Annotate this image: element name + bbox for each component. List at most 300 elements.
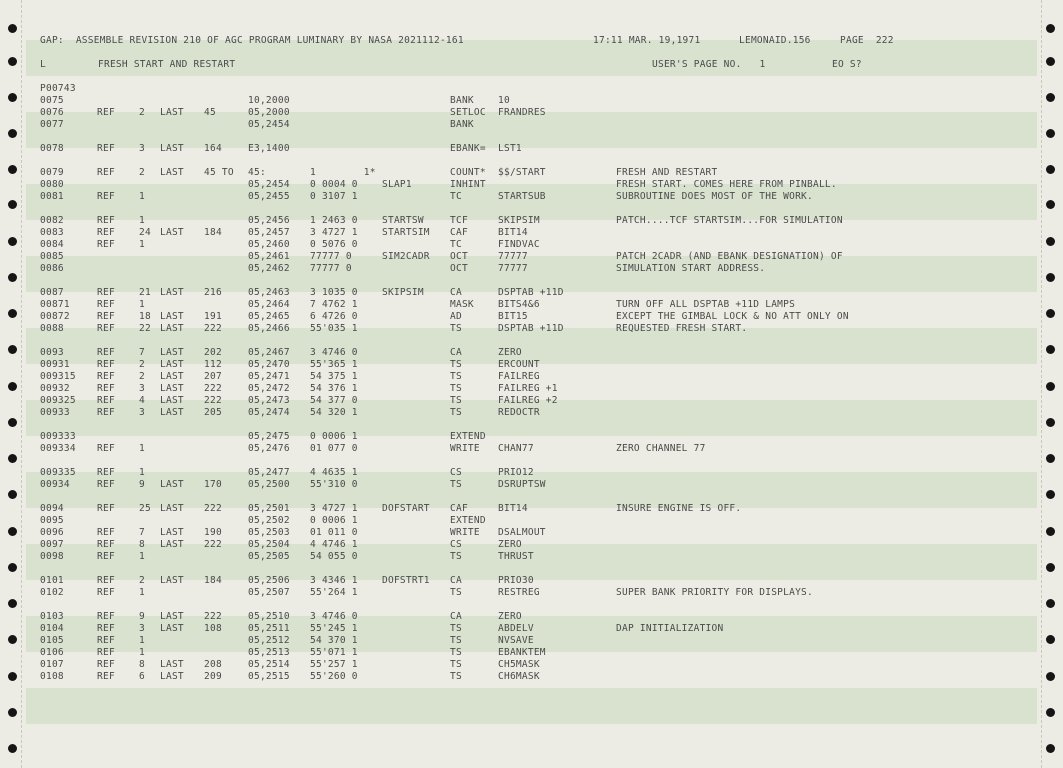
object-word: 6 4726 0 xyxy=(310,311,358,322)
ref-count: 4 xyxy=(139,395,145,406)
tractor-hole xyxy=(8,418,17,427)
user-page-number: USER'S PAGE NO. 1 xyxy=(652,59,766,70)
listing-row xyxy=(26,635,1037,647)
last-label: LAST xyxy=(160,359,184,370)
opcode: TS xyxy=(450,671,462,682)
eo-status: EO S? xyxy=(832,59,862,70)
ref-label: REF xyxy=(97,587,115,598)
last-line: 202 xyxy=(204,347,222,358)
operand: STARTSUB xyxy=(498,191,546,202)
listing-row xyxy=(26,575,1037,587)
operand: CH5MASK xyxy=(498,659,540,670)
object-word: 3 4746 0 xyxy=(310,347,358,358)
object-word: 55'257 1 xyxy=(310,659,358,670)
opcode: MASK xyxy=(450,299,474,310)
line-number: 0086 xyxy=(40,263,64,274)
listing-row xyxy=(26,659,1037,671)
last-line: 222 xyxy=(204,539,222,550)
listing-row xyxy=(26,95,1037,107)
listing-row xyxy=(26,311,1037,323)
line-number: 0085 xyxy=(40,251,64,262)
opcode: CA xyxy=(450,287,462,298)
section-title: FRESH START AND RESTART xyxy=(98,59,236,70)
line-number: 0087 xyxy=(40,287,64,298)
address: 05,2462 xyxy=(248,263,290,274)
operand: BIT14 xyxy=(498,227,528,238)
line-number: 0084 xyxy=(40,239,64,250)
listing-row xyxy=(26,227,1037,239)
address: 05,2504 xyxy=(248,539,290,550)
address: 05,2471 xyxy=(248,371,290,382)
line-number: 0082 xyxy=(40,215,64,226)
address: 10,2000 xyxy=(248,95,290,106)
address: 05,2454 xyxy=(248,119,290,130)
address: 05,2470 xyxy=(248,359,290,370)
tractor-hole xyxy=(1046,382,1055,391)
subheader-line xyxy=(26,59,1037,71)
line-number: 0104 xyxy=(40,623,64,634)
opcode: INHINT xyxy=(450,179,486,190)
line-number: 0076 xyxy=(40,107,64,118)
ref-count: 7 xyxy=(139,347,145,358)
opcode: CAF xyxy=(450,503,468,514)
listing-title: GAP: ASSEMBLE REVISION 210 OF AGC PROGRAM LUMINARY BY NASA 2021112-161 xyxy=(40,35,464,46)
right-perforation-line xyxy=(1041,0,1042,768)
opcode: AD xyxy=(450,311,462,322)
line-number: 009325 xyxy=(40,395,76,406)
operand: PRIO12 xyxy=(498,467,534,478)
ref-count: 1 xyxy=(139,191,145,202)
opcode: SETLOC xyxy=(450,107,486,118)
last-label: LAST xyxy=(160,611,184,622)
listing-row xyxy=(26,287,1037,299)
label-tag: SIM2CADR xyxy=(382,251,430,262)
operand: ZERO xyxy=(498,611,522,622)
label-tag: SLAP1 xyxy=(382,179,412,190)
opcode: TS xyxy=(450,587,462,598)
opcode: TC xyxy=(450,191,462,202)
address: 05,2460 xyxy=(248,239,290,250)
ref-label: REF xyxy=(97,551,115,562)
object-word: 54 375 1 xyxy=(310,371,358,382)
line-number: 00931 xyxy=(40,359,70,370)
tractor-hole xyxy=(8,345,17,354)
listing-row xyxy=(26,515,1037,527)
opcode: EXTEND xyxy=(450,431,486,442)
ref-count: 1 xyxy=(139,299,145,310)
tractor-hole xyxy=(8,672,17,681)
operand: BIT15 xyxy=(498,311,528,322)
opcode: TS xyxy=(450,407,462,418)
page-number: PAGE 222 xyxy=(840,35,894,46)
opcode: TS xyxy=(450,359,462,370)
opcode: TS xyxy=(450,647,462,658)
print-timestamp: 17:11 MAR. 19,1971 xyxy=(593,35,701,46)
line-number: 009335 xyxy=(40,467,76,478)
ref-label: REF xyxy=(97,383,115,394)
opcode: CAF xyxy=(450,227,468,238)
line-number: 0094 xyxy=(40,503,64,514)
operand: BIT14 xyxy=(498,503,528,514)
opcode: TS xyxy=(450,635,462,646)
comment: PATCH....TCF STARTSIM...FOR SIMULATION xyxy=(616,215,843,226)
address: 05,2475 xyxy=(248,431,290,442)
address: 05,2473 xyxy=(248,395,290,406)
last-line: 184 xyxy=(204,575,222,586)
line-number: 009315 xyxy=(40,371,76,382)
listing-row xyxy=(26,539,1037,551)
ref-label: REF xyxy=(97,239,115,250)
tractor-hole xyxy=(1046,345,1055,354)
tractor-hole xyxy=(1046,237,1055,246)
line-number: 0103 xyxy=(40,611,64,622)
ref-label: REF xyxy=(97,479,115,490)
comment: SIMULATION START ADDRESS. xyxy=(616,263,766,274)
line-number: 0095 xyxy=(40,515,64,526)
comment: ZERO CHANNEL 77 xyxy=(616,443,706,454)
ref-count: 9 xyxy=(139,611,145,622)
ref-label: REF xyxy=(97,467,115,478)
opcode: TS xyxy=(450,479,462,490)
ref-count: 18 xyxy=(139,311,151,322)
ref-label: REF xyxy=(97,659,115,670)
object-word: 55'035 1 xyxy=(310,323,358,334)
object-word: 55'245 1 xyxy=(310,623,358,634)
object-word: 54 055 0 xyxy=(310,551,358,562)
operand: REDOCTR xyxy=(498,407,540,418)
address: 05,2502 xyxy=(248,515,290,526)
ref-label: REF xyxy=(97,311,115,322)
operand: FRANDRES xyxy=(498,107,546,118)
ref-count: 24 xyxy=(139,227,151,238)
ref-count: 3 xyxy=(139,623,145,634)
ref-count: 8 xyxy=(139,539,145,550)
line-number: 0108 xyxy=(40,671,64,682)
operand: CH6MASK xyxy=(498,671,540,682)
ref-label: REF xyxy=(97,671,115,682)
line-number: 0081 xyxy=(40,191,64,202)
last-line: 222 xyxy=(204,611,222,622)
tractor-hole xyxy=(1046,129,1055,138)
tractor-hole xyxy=(8,273,17,282)
address: 05,2455 xyxy=(248,191,290,202)
tractor-hole xyxy=(1046,309,1055,318)
listing-sheet xyxy=(26,28,1037,740)
ref-count: 2 xyxy=(139,167,145,178)
last-label: LAST xyxy=(160,227,184,238)
ref-label: REF xyxy=(97,143,115,154)
ref-count: 7 xyxy=(139,527,145,538)
tractor-hole xyxy=(8,563,17,572)
ref-count: 22 xyxy=(139,323,151,334)
tractor-hole xyxy=(8,93,17,102)
listing-row xyxy=(26,395,1037,407)
last-label: LAST xyxy=(160,659,184,670)
last-line: 164 xyxy=(204,143,222,154)
last-line: 112 xyxy=(204,359,222,370)
address: 05,2464 xyxy=(248,299,290,310)
line-number: 0093 xyxy=(40,347,64,358)
listing-row xyxy=(26,251,1037,263)
listing-row xyxy=(26,479,1037,491)
ref-label: REF xyxy=(97,611,115,622)
line-number: 0096 xyxy=(40,527,64,538)
address: E3,1400 xyxy=(248,143,290,154)
tractor-hole xyxy=(8,309,17,318)
listing-row xyxy=(26,371,1037,383)
line-number: 0107 xyxy=(40,659,64,670)
ref-label: REF xyxy=(97,371,115,382)
last-line: 190 xyxy=(204,527,222,538)
last-label: LAST xyxy=(160,527,184,538)
line-number: 00933 xyxy=(40,407,70,418)
object-word: 55'365 1 xyxy=(310,359,358,370)
listing-row xyxy=(26,383,1037,395)
operand: FAILREG +1 xyxy=(498,383,558,394)
ref-count: 2 xyxy=(139,107,145,118)
opcode: TS xyxy=(450,659,462,670)
comment: TURN OFF ALL DSPTAB +11D LAMPS xyxy=(616,299,796,310)
ref-count: 2 xyxy=(139,575,145,586)
line-number: P00743 xyxy=(40,83,76,94)
tractor-hole xyxy=(8,744,17,753)
listing-row xyxy=(26,623,1037,635)
listing-row xyxy=(26,239,1037,251)
operand: ERCOUNT xyxy=(498,359,540,370)
line-number: 0078 xyxy=(40,143,64,154)
tractor-hole xyxy=(8,237,17,246)
job-name: LEMONAID.156 xyxy=(739,35,811,46)
address: 05,2511 xyxy=(248,623,290,634)
operand: DSPTAB +11D xyxy=(498,323,564,334)
opcode: TS xyxy=(450,623,462,634)
opcode: TS xyxy=(450,383,462,394)
tractor-hole xyxy=(8,454,17,463)
last-line: 222 xyxy=(204,323,222,334)
operand: 77777 xyxy=(498,251,528,262)
last-line: 170 xyxy=(204,479,222,490)
operand: $$/START xyxy=(498,167,546,178)
listing-row xyxy=(26,647,1037,659)
ref-label: REF xyxy=(97,227,115,238)
opcode: OCT xyxy=(450,263,468,274)
object-word: 7 4762 1 xyxy=(310,299,358,310)
listing-row xyxy=(26,119,1037,131)
address: 05,2456 xyxy=(248,215,290,226)
line-number: 0097 xyxy=(40,539,64,550)
comment: DAP INITIALIZATION xyxy=(616,623,724,634)
tractor-hole xyxy=(1046,635,1055,644)
address: 05,2465 xyxy=(248,311,290,322)
tractor-hole xyxy=(1046,744,1055,753)
listing-row xyxy=(26,179,1037,191)
ref-label: REF xyxy=(97,623,115,634)
ref-label: REF xyxy=(97,107,115,118)
tractor-hole xyxy=(1046,599,1055,608)
opcode: CS xyxy=(450,539,462,550)
ref-count: 1 xyxy=(139,239,145,250)
listing-row xyxy=(26,407,1037,419)
object-word: 54 370 1 xyxy=(310,635,358,646)
address: 05,2514 xyxy=(248,659,290,670)
operand: ABDELV xyxy=(498,623,534,634)
tractor-hole xyxy=(1046,24,1055,33)
operand: BITS4&6 xyxy=(498,299,540,310)
listing-row xyxy=(26,443,1037,455)
listing-row xyxy=(26,299,1037,311)
opcode: TS xyxy=(450,395,462,406)
comment: FRESH START. COMES HERE FROM PINBALL. xyxy=(616,179,837,190)
tractor-hole xyxy=(1046,672,1055,681)
ref-label: REF xyxy=(97,287,115,298)
line-number: 0083 xyxy=(40,227,64,238)
operand: PRIO30 xyxy=(498,575,534,586)
opcode: BANK xyxy=(450,119,474,130)
line-number: 0101 xyxy=(40,575,64,586)
listing-row xyxy=(26,107,1037,119)
line-number: 0077 xyxy=(40,119,64,130)
ref-label: REF xyxy=(97,323,115,334)
object-word: 01 011 0 xyxy=(310,527,358,538)
last-line: 45 xyxy=(204,107,216,118)
ref-label: REF xyxy=(97,503,115,514)
address: 05,2457 xyxy=(248,227,290,238)
last-label: LAST xyxy=(160,347,184,358)
address: 05,2503 xyxy=(248,527,290,538)
tractor-hole xyxy=(1046,490,1055,499)
comment: EXCEPT THE GIMBAL LOCK & NO ATT ONLY ON xyxy=(616,311,849,322)
listing-row xyxy=(26,143,1037,155)
listing-row xyxy=(26,191,1037,203)
address: 05,2476 xyxy=(248,443,290,454)
last-label: LAST xyxy=(160,539,184,550)
last-label: LAST xyxy=(160,311,184,322)
last-label: LAST xyxy=(160,167,184,178)
operand: SKIPSIM xyxy=(498,215,540,226)
ref-count: 1 xyxy=(139,647,145,658)
ref-count: 9 xyxy=(139,479,145,490)
listing-row xyxy=(26,503,1037,515)
ref-count: 8 xyxy=(139,659,145,670)
last-label: LAST xyxy=(160,395,184,406)
line-number: 0098 xyxy=(40,551,64,562)
object-word: 01 077 0 xyxy=(310,443,358,454)
last-line: 207 xyxy=(204,371,222,382)
comment: PATCH 2CADR (AND EBANK DESIGNATION) OF xyxy=(616,251,843,262)
object-word: 0 0006 1 xyxy=(310,515,358,526)
opcode: EBANK= xyxy=(450,143,486,154)
left-tractor-feed-holes xyxy=(0,0,20,768)
object-word: 55'310 0 xyxy=(310,479,358,490)
object-word: 54 320 1 xyxy=(310,407,358,418)
ref-count: 2 xyxy=(139,359,145,370)
operand: LST1 xyxy=(498,143,522,154)
subheader-mark: L xyxy=(40,59,46,70)
tractor-hole xyxy=(1046,200,1055,209)
operand: NVSAVE xyxy=(498,635,534,646)
last-line: 208 xyxy=(204,659,222,670)
object-word: 0 3107 1 xyxy=(310,191,358,202)
tractor-hole xyxy=(8,200,17,209)
ref-count: 3 xyxy=(139,407,145,418)
opcode: CS xyxy=(450,467,462,478)
last-label: LAST xyxy=(160,383,184,394)
comment: SUPER BANK PRIORITY FOR DISPLAYS. xyxy=(616,587,813,598)
ref-label: REF xyxy=(97,191,115,202)
tractor-hole xyxy=(8,382,17,391)
opcode: WRITE xyxy=(450,443,480,454)
tractor-hole xyxy=(1046,418,1055,427)
address: 05,2505 xyxy=(248,551,290,562)
address: 05,2472 xyxy=(248,383,290,394)
opcode: EXTEND xyxy=(450,515,486,526)
last-label: LAST xyxy=(160,407,184,418)
ref-count: 1 xyxy=(139,551,145,562)
listing-row xyxy=(26,359,1037,371)
ref-label: REF xyxy=(97,407,115,418)
last-label: LAST xyxy=(160,323,184,334)
address: 05,2507 xyxy=(248,587,290,598)
listing-row xyxy=(26,323,1037,335)
line-number: 00934 xyxy=(40,479,70,490)
listing-row xyxy=(26,215,1037,227)
opcode: CA xyxy=(450,575,462,586)
address: 05,2506 xyxy=(248,575,290,586)
last-line: 45 TO xyxy=(204,167,234,178)
comment: FRESH AND RESTART xyxy=(616,167,718,178)
operand: FAILREG xyxy=(498,371,540,382)
comment: INSURE ENGINE IS OFF. xyxy=(616,503,742,514)
operand: RESTREG xyxy=(498,587,540,598)
tractor-hole xyxy=(8,527,17,536)
right-tractor-feed-holes xyxy=(1043,0,1063,768)
ref-count: 1 xyxy=(139,443,145,454)
last-line: 216 xyxy=(204,287,222,298)
comment: REQUESTED FRESH START. xyxy=(616,323,748,334)
line-number: 0080 xyxy=(40,179,64,190)
line-number: 00871 xyxy=(40,299,70,310)
tractor-hole xyxy=(1046,93,1055,102)
operand: EBANKTEM xyxy=(498,647,546,658)
line-number: 00872 xyxy=(40,311,70,322)
label-tag: DOFSTRT1 xyxy=(382,575,430,586)
left-perforation-line xyxy=(21,0,22,768)
last-line: 205 xyxy=(204,407,222,418)
line-number: 009333 xyxy=(40,431,76,442)
listing-row xyxy=(26,347,1037,359)
address: 05,2501 xyxy=(248,503,290,514)
address: 45: xyxy=(248,167,266,178)
ref-label: REF xyxy=(97,443,115,454)
ref-label: REF xyxy=(97,527,115,538)
comment: SUBROUTINE DOES MOST OF THE WORK. xyxy=(616,191,813,202)
object-word: 4 4635 1 xyxy=(310,467,358,478)
header-line xyxy=(26,35,1037,47)
ref-label: REF xyxy=(97,395,115,406)
object-word: 3 4346 1 xyxy=(310,575,358,586)
last-label: LAST xyxy=(160,107,184,118)
last-label: LAST xyxy=(160,479,184,490)
opcode: COUNT* xyxy=(450,167,486,178)
tractor-hole xyxy=(1046,454,1055,463)
opcode: BANK xyxy=(450,95,474,106)
object-word: 0 0006 1 xyxy=(310,431,358,442)
listing-row xyxy=(26,83,1037,95)
object-word: 77777 0 xyxy=(310,263,352,274)
ref-count: 1 xyxy=(139,587,145,598)
last-line: 184 xyxy=(204,227,222,238)
object-word: 54 376 1 xyxy=(310,383,358,394)
